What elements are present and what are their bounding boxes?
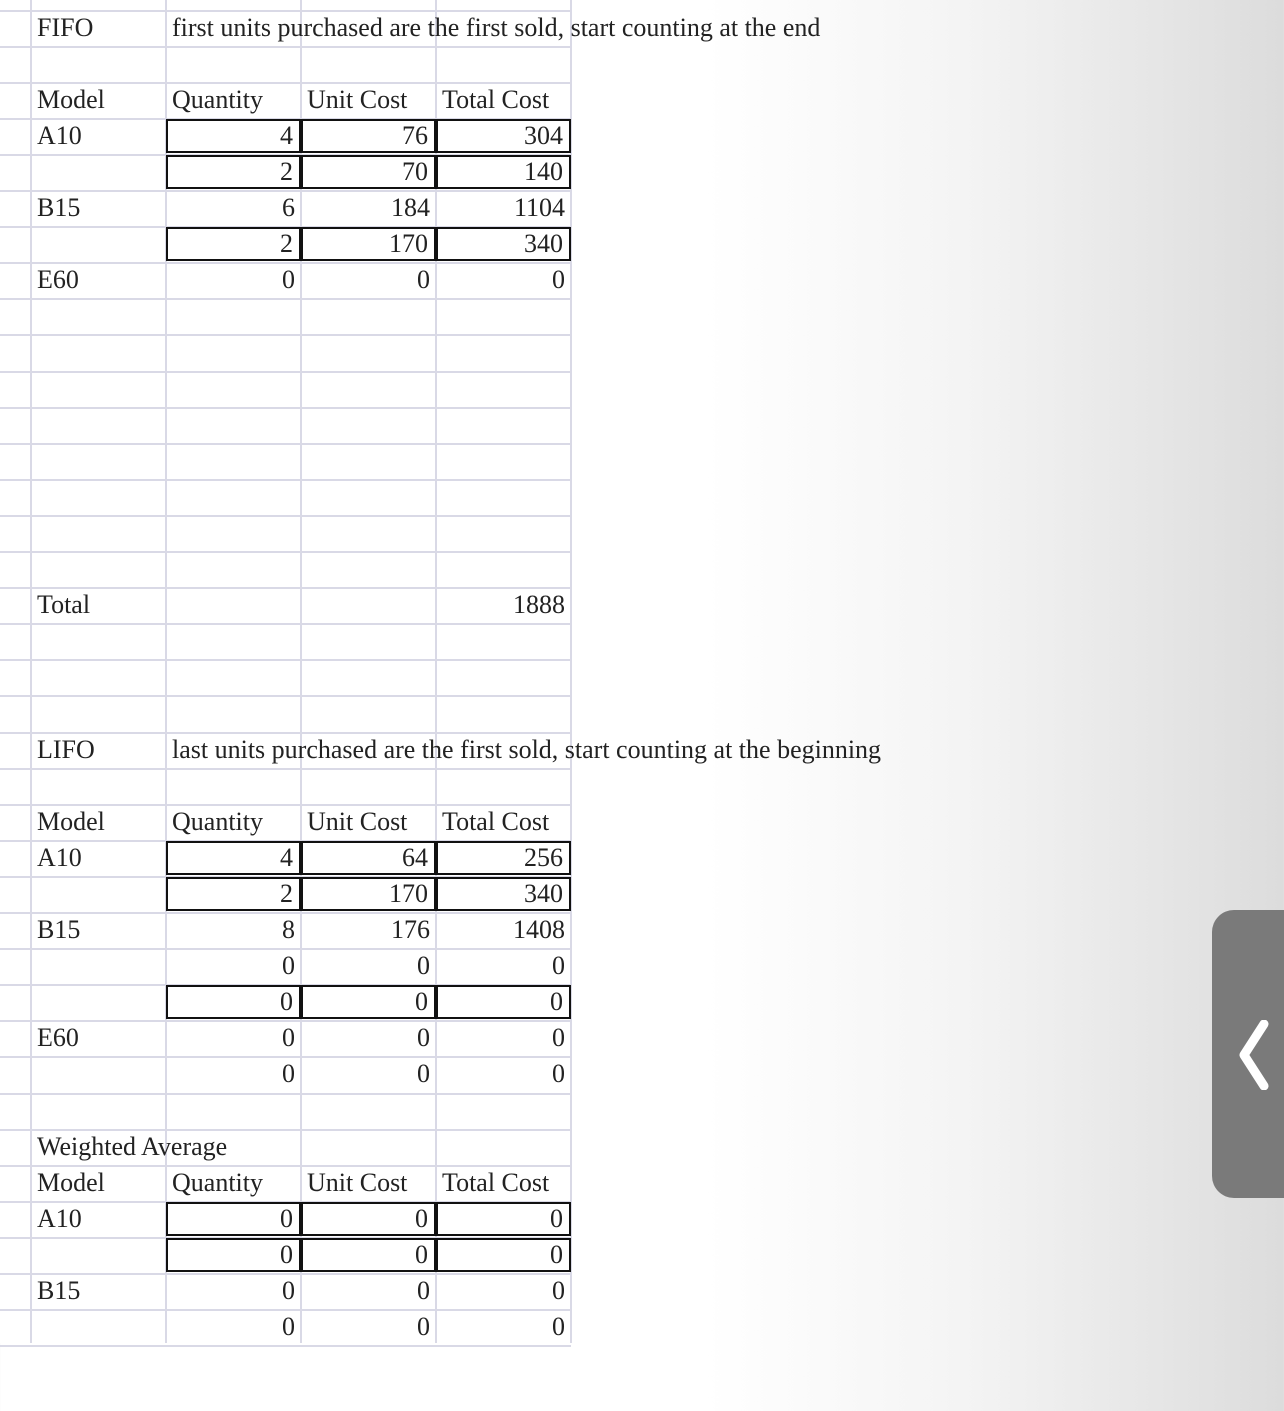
unit-cell[interactable]: 184 [391, 193, 430, 222]
grid-row-line [0, 334, 571, 336]
weighted-header-model[interactable]: Model [37, 1167, 105, 1197]
fifo-header-model[interactable]: Model [37, 84, 105, 114]
qty-cell[interactable]: 0 [282, 265, 295, 295]
unit-cell[interactable]: 176 [391, 915, 430, 944]
lifo-header-model[interactable]: Model [37, 806, 105, 836]
lifo-description[interactable]: last units purchased are the first sold, start counting at the beginning [172, 734, 882, 764]
weighted-section-label[interactable]: Weighted Average [37, 1131, 228, 1161]
model-cell[interactable] [31, 1310, 166, 1344]
unit-cell[interactable]: 0 [301, 985, 436, 1019]
unit-cell[interactable]: 0 [417, 265, 430, 295]
chevron-left-icon [1234, 1020, 1274, 1090]
total-cell[interactable]: 340 [436, 227, 571, 261]
lifo-header-total-cost[interactable]: Total Cost [442, 806, 550, 836]
total-cell[interactable]: 0 [436, 1238, 571, 1272]
total-cell[interactable]: 0 [552, 1059, 565, 1089]
total-cell[interactable]: 0 [436, 985, 571, 1019]
total-label[interactable]: Total [37, 590, 91, 620]
model-cell[interactable]: A10 [37, 120, 82, 150]
lifo-header-quantity[interactable]: Quantity [172, 806, 263, 836]
total-cell[interactable]: 0 [552, 265, 565, 295]
total-cell[interactable]: 304 [436, 119, 571, 153]
fifo-header-unit-cost[interactable]: Unit Cost [307, 84, 408, 114]
qty-cell[interactable]: 2 [166, 227, 301, 261]
qty-cell[interactable]: 2 [166, 155, 301, 189]
qty-cell[interactable]: 0 [282, 1276, 295, 1305]
weighted-header-total-cost[interactable]: Total Cost [442, 1167, 550, 1197]
total-cell[interactable]: 256 [436, 841, 571, 875]
model-cell[interactable] [31, 985, 166, 1019]
side-panel-handle[interactable] [1212, 910, 1284, 1198]
model-cell[interactable]: B15 [37, 193, 81, 222]
total-cell[interactable]: 140 [436, 155, 571, 189]
qty-cell[interactable]: 2 [166, 877, 301, 911]
total-cell[interactable]: 0 [552, 951, 565, 981]
lifo-header-unit-cost[interactable]: Unit Cost [307, 806, 408, 836]
qty-cell[interactable]: 8 [282, 915, 295, 944]
grid-row-line [0, 659, 571, 661]
grid-row-line [0, 407, 571, 409]
unit-cell[interactable]: 0 [417, 1023, 430, 1053]
total-cell[interactable]: 0 [552, 1276, 565, 1305]
unit-cell[interactable]: 0 [417, 951, 430, 981]
model-cell[interactable] [31, 877, 166, 911]
model-cell[interactable]: B15 [37, 1276, 81, 1305]
qty-cell[interactable]: 0 [282, 951, 295, 981]
grid-row-line [0, 443, 571, 445]
model-cell[interactable] [31, 949, 166, 983]
total-cell[interactable]: 1104 [513, 193, 565, 222]
total-cell[interactable]: 0 [436, 1202, 571, 1236]
unit-cell[interactable]: 0 [301, 1202, 436, 1236]
grid-row-line [0, 768, 571, 770]
model-cell[interactable] [31, 1238, 166, 1272]
unit-cell[interactable]: 170 [301, 227, 436, 261]
grid-row-line [0, 551, 571, 553]
grid-row-line [0, 623, 571, 625]
qty-cell[interactable]: 0 [282, 1312, 295, 1342]
fifo-header-quantity[interactable]: Quantity [172, 84, 263, 114]
model-cell[interactable]: E60 [37, 1023, 79, 1053]
unit-cell[interactable]: 76 [301, 119, 436, 153]
unit-cell[interactable]: 0 [417, 1312, 430, 1342]
model-cell[interactable]: A10 [37, 842, 82, 872]
model-cell[interactable] [31, 227, 166, 261]
qty-cell[interactable]: 0 [282, 1059, 295, 1089]
unit-cell[interactable]: 170 [301, 877, 436, 911]
qty-cell[interactable]: 4 [166, 119, 301, 153]
model-cell[interactable]: E60 [37, 265, 79, 295]
total-value[interactable]: 1888 [513, 590, 565, 620]
grid-row-line [0, 46, 571, 48]
qty-cell[interactable]: 0 [166, 985, 301, 1019]
weighted-header-unit-cost[interactable]: Unit Cost [307, 1167, 408, 1197]
total-cell[interactable]: 1408 [513, 915, 565, 944]
qty-cell[interactable]: 0 [166, 1202, 301, 1236]
qty-cell[interactable]: 0 [282, 1023, 295, 1053]
grid-row-line [0, 695, 571, 697]
qty-cell[interactable]: 4 [166, 841, 301, 875]
qty-cell[interactable]: 0 [166, 1238, 301, 1272]
unit-cell[interactable]: 64 [301, 841, 436, 875]
grid-row-line [0, 298, 571, 300]
grid-row-line [0, 479, 571, 481]
fifo-section-label[interactable]: FIFO [37, 12, 94, 42]
total-cell[interactable]: 340 [436, 877, 571, 911]
fifo-description[interactable]: first units purchased are the first sold, start counting at the end [172, 12, 821, 42]
unit-cell[interactable]: 70 [301, 155, 436, 189]
grid-row-line [0, 1093, 571, 1095]
grid-row-line [0, 1345, 571, 1347]
fifo-header-total-cost[interactable]: Total Cost [442, 84, 550, 114]
total-cell[interactable]: 0 [552, 1023, 565, 1053]
model-cell[interactable]: A10 [37, 1203, 82, 1233]
grid-row-line [0, 515, 571, 517]
weighted-header-quantity[interactable]: Quantity [172, 1167, 263, 1197]
unit-cell[interactable]: 0 [417, 1059, 430, 1089]
total-cell[interactable]: 0 [552, 1312, 565, 1342]
model-cell[interactable] [31, 1057, 166, 1091]
model-cell[interactable] [31, 155, 166, 189]
unit-cell[interactable]: 0 [301, 1238, 436, 1272]
unit-cell[interactable]: 0 [417, 1276, 430, 1305]
qty-cell[interactable]: 6 [282, 193, 295, 222]
lifo-section-label[interactable]: LIFO [37, 734, 95, 764]
grid-row-line [0, 371, 571, 373]
model-cell[interactable]: B15 [37, 915, 81, 944]
